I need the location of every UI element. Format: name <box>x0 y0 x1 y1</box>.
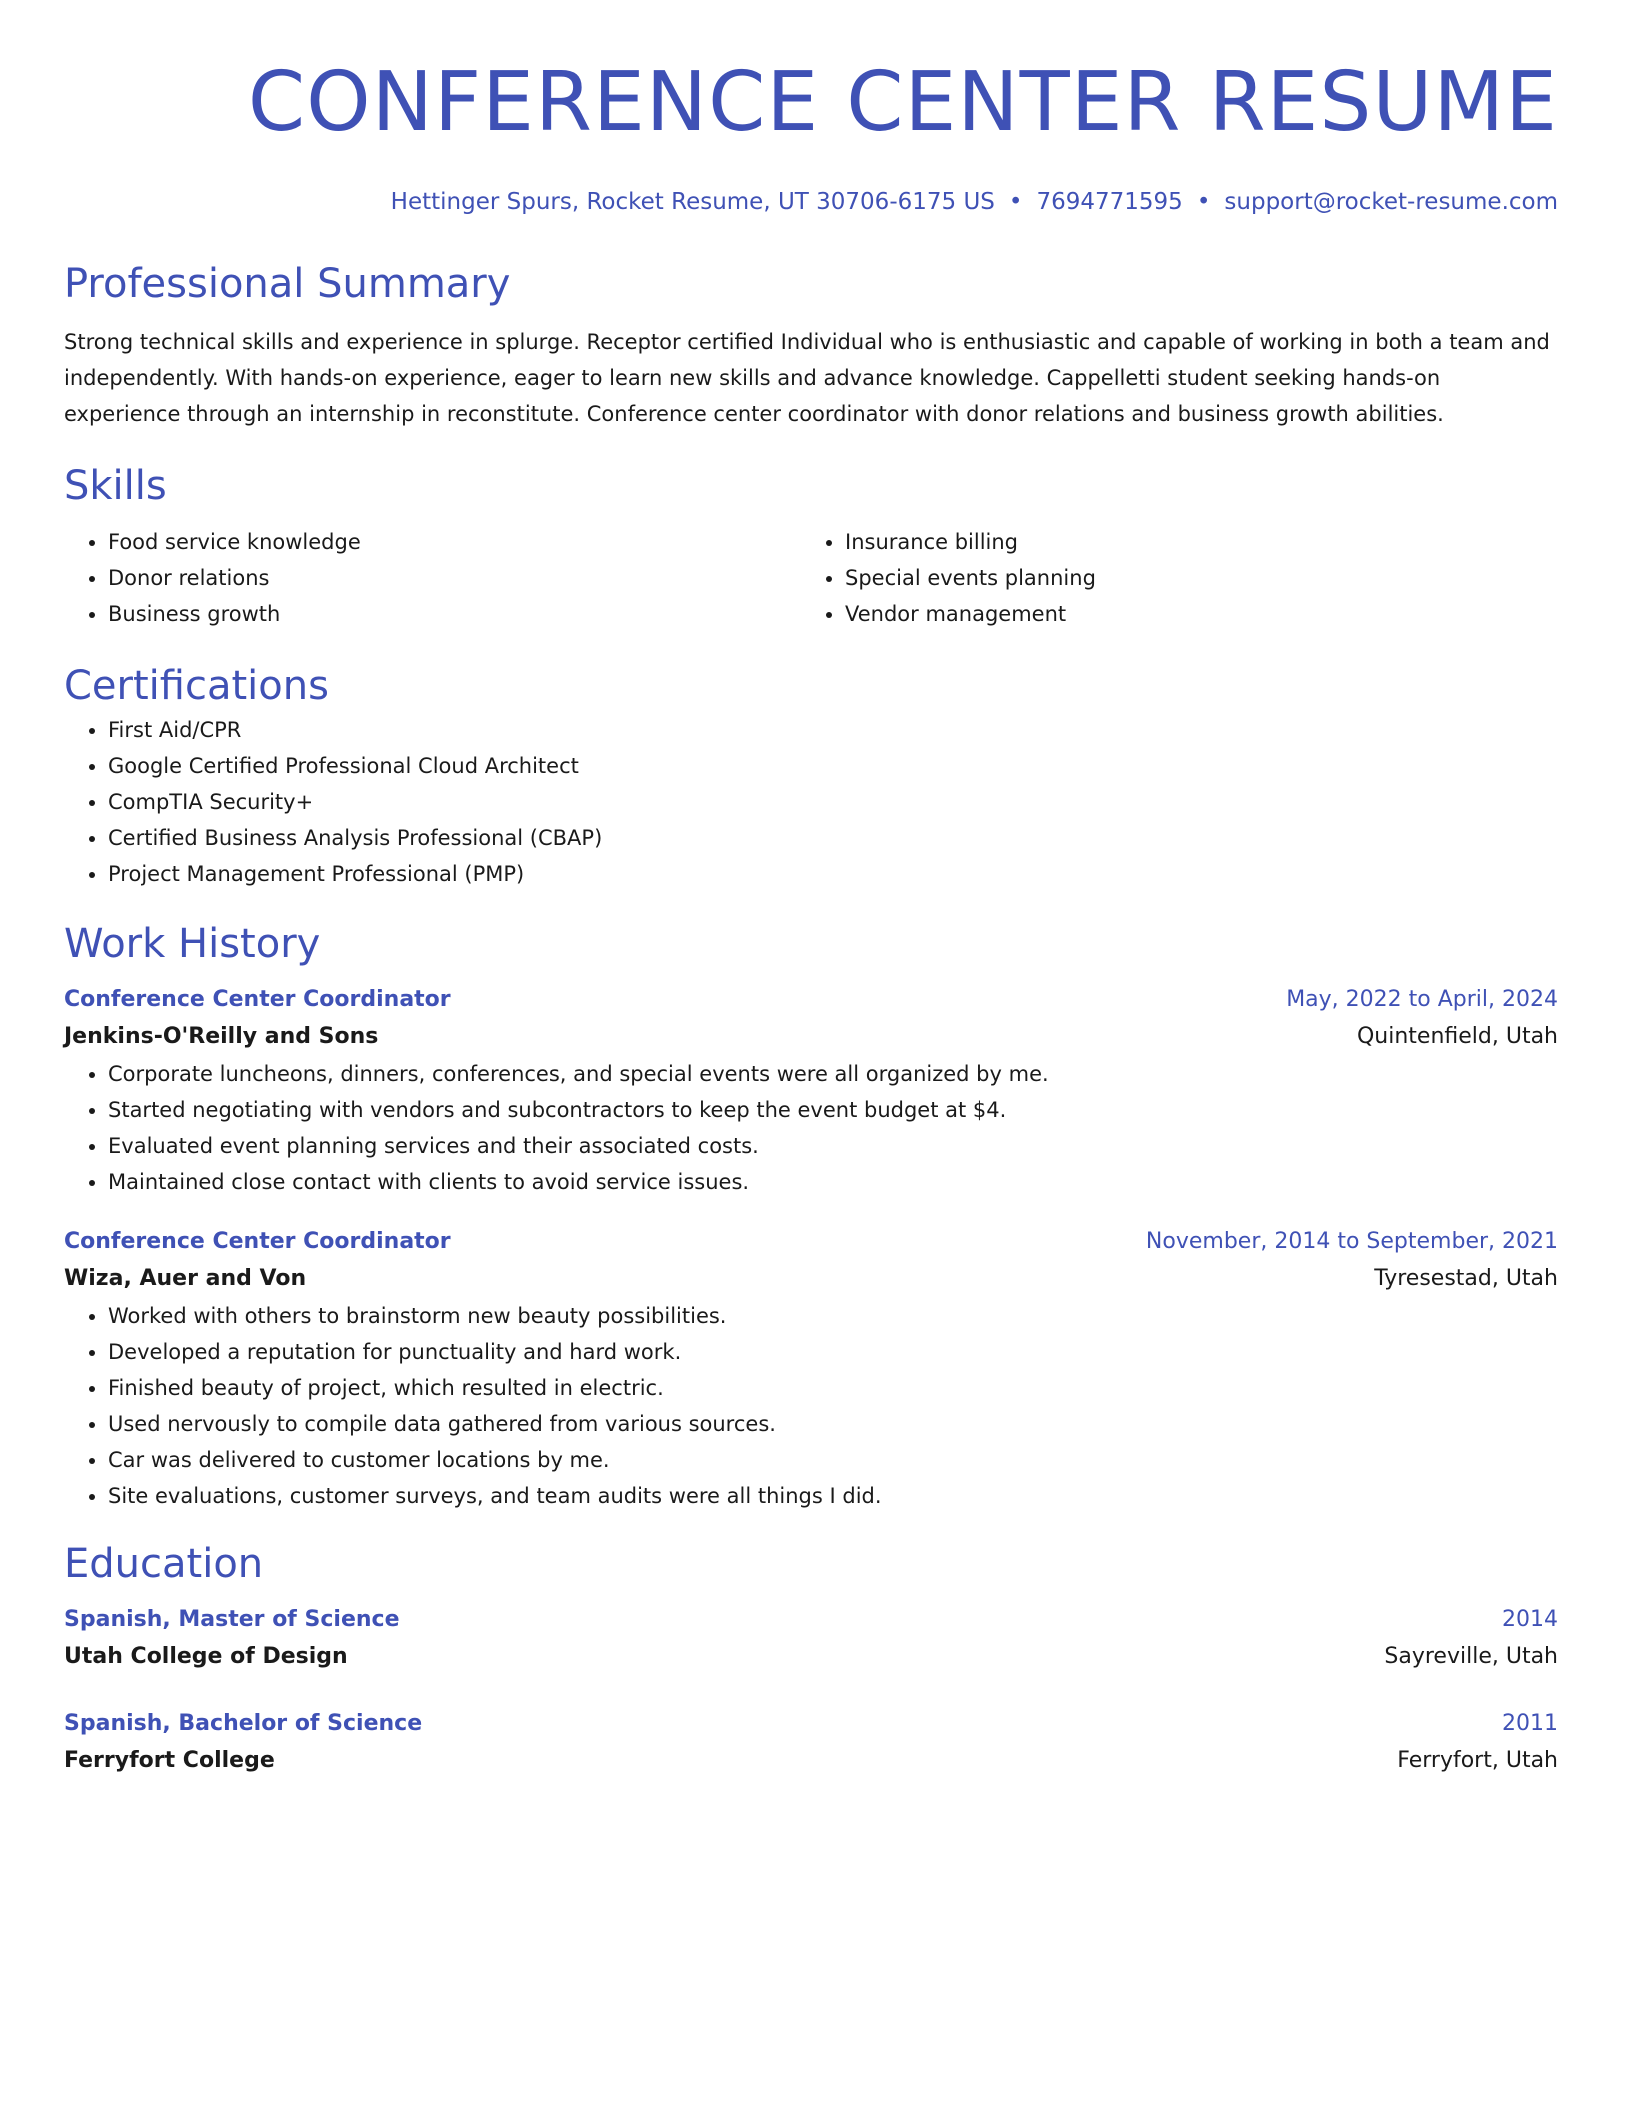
certifications-heading: Certifications <box>64 663 329 709</box>
skills-grid <box>64 524 1558 632</box>
work-history-heading: Work History <box>64 921 321 967</box>
skills-heading: Skills <box>64 463 167 509</box>
education-entry <box>64 1706 1558 1780</box>
skill-item: • Insurance billing <box>845 524 1538 560</box>
duty-item: • Evaluated event planning services and their associated costs. <box>108 1128 1558 1164</box>
summary-heading: Professional Summary <box>64 261 511 307</box>
duty-item: • Developed a reputation for punctuality and hard work. <box>108 1334 1558 1370</box>
graduation-year: 2011 <box>1502 1711 1558 1736</box>
education-entry <box>64 1602 1558 1676</box>
graduation-year: 2014 <box>1502 1607 1558 1632</box>
contact-email: support@rocket-resume.com <box>1224 189 1558 215</box>
skills-column-right <box>801 524 1538 632</box>
certification-item: • CompTIA Security+ <box>108 784 1558 820</box>
school-location: Ferryfort, Utah <box>1397 1748 1558 1773</box>
degree-name: Spanish, Bachelor of Science <box>64 1711 423 1736</box>
job-location: Quintenfield, Utah <box>1356 1024 1558 1049</box>
company-name: Jenkins-O'Reilly and Sons <box>64 1024 379 1049</box>
job-location: Tyresestad, Utah <box>1374 1266 1558 1291</box>
school-name: Utah College of Design <box>64 1644 348 1669</box>
duty-item: • Corporate luncheons, dinners, conferences, and special events were all organized by me. <box>108 1056 1558 1092</box>
company-name: Wiza, Auer and Von <box>64 1266 307 1291</box>
duty-item: • Car was delivered to customer locations by me. <box>108 1442 1558 1478</box>
skill-item: • Business growth <box>108 596 801 632</box>
certification-item: • Google Certified Professional Cloud Architect <box>108 748 1558 784</box>
contact-phone: 7694771595 <box>1036 189 1183 215</box>
work-entry <box>64 1224 1558 1514</box>
resume-page <box>64 48 1558 1780</box>
school-name: Ferryfort College <box>64 1748 275 1773</box>
job-title: Conference Center Coordinator <box>64 987 451 1012</box>
duty-item: • Site evaluations, customer surveys, and team audits were all things I did. <box>108 1478 1558 1514</box>
degree-name: Spanish, Master of Science <box>64 1607 400 1632</box>
education-heading: Education <box>64 1541 264 1587</box>
job-dates: November, 2014 to September, 2021 <box>1145 1229 1558 1254</box>
duty-item: • Used nervously to compile data gathered from various sources. <box>108 1406 1558 1442</box>
certification-item: • Certified Business Analysis Professional (CBAP) <box>108 820 1558 856</box>
summary-text: Strong technical skills and experience in splurge. Receptor certified Individual who is enthusiastic and capable of working in both a team and independently. With hands-on experience, eager to learn new skills and advance knowledge. Cappelletti student seeking hands-on experience through an internship in reconstitute. Conference center coordinator with donor relations and business growth abilities. <box>64 330 1550 426</box>
skill-item: • Special events planning <box>845 560 1538 596</box>
contact-address: Hettinger Spurs, Rocket Resume, UT 30706-6175 US <box>390 189 995 215</box>
duty-item: • Started negotiating with vendors and subcontractors to keep the event budget at $4. <box>108 1092 1558 1128</box>
skill-item: • Food service knowledge <box>108 524 801 560</box>
job-duties <box>64 1056 1558 1200</box>
duty-item: • Maintained close contact with clients to avoid service issues. <box>108 1164 1558 1200</box>
skill-item: • Donor relations <box>108 560 801 596</box>
certifications-list <box>64 712 1558 892</box>
resume-name: CONFERENCE CENTER RESUME <box>247 55 1558 150</box>
job-duties <box>64 1298 1558 1514</box>
skills-column-left <box>64 524 801 632</box>
work-entry <box>64 982 1558 1200</box>
job-title: Conference Center Coordinator <box>64 1229 451 1254</box>
contact-line <box>64 186 1558 218</box>
contact-separator: • <box>1196 189 1211 215</box>
skill-item: • Vendor management <box>845 596 1538 632</box>
certification-item: • First Aid/CPR <box>108 712 1558 748</box>
duty-item: • Worked with others to brainstorm new beauty possibilities. <box>108 1298 1558 1334</box>
duty-item: • Finished beauty of project, which resulted in electric. <box>108 1370 1558 1406</box>
school-location: Sayreville, Utah <box>1384 1644 1558 1669</box>
job-dates: May, 2022 to April, 2024 <box>1286 987 1558 1012</box>
certification-item: • Project Management Professional (PMP) <box>108 856 1558 892</box>
contact-separator: • <box>1008 189 1023 215</box>
